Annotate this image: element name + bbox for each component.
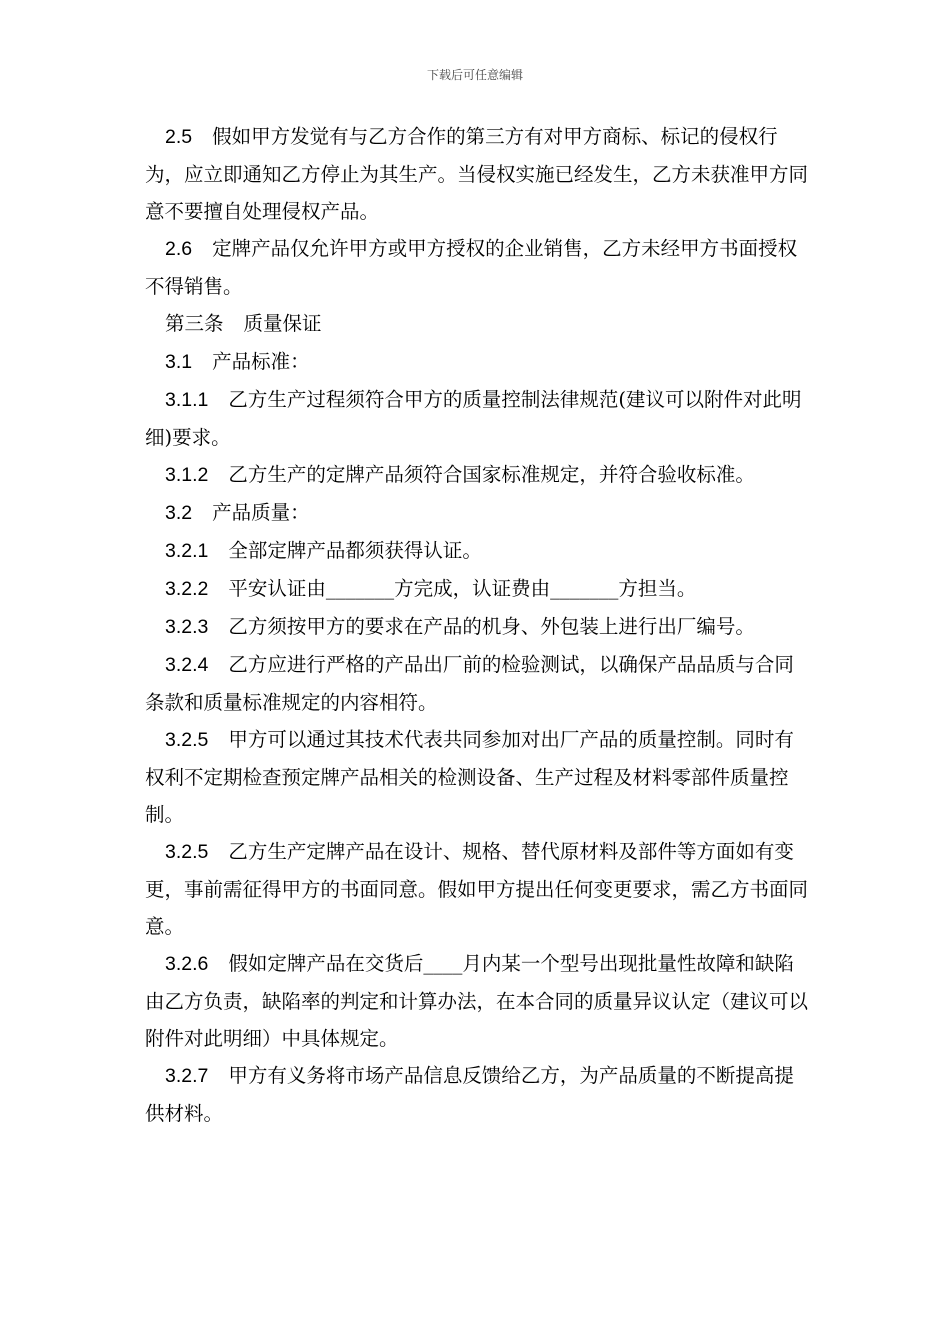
clause-3-2-7 (145, 1057, 810, 1132)
clause-3-1-2 (145, 456, 810, 494)
article-3-heading (145, 305, 810, 343)
page-header: 下载后可任意编辑 (426, 68, 523, 82)
clause-3-2-3 (145, 608, 810, 646)
clause-number: 3.1 (165, 351, 193, 373)
clause-number: 2.6 (165, 238, 193, 260)
clause-number: 3.2.1 (165, 540, 209, 562)
clause-3-2-2 (145, 570, 810, 608)
clause-number: 3.2.4 (165, 654, 209, 676)
clause-number: 2.5 (165, 126, 193, 148)
clause-text: 乙方生产的定牌产品须符合国家标准规定，并符合验收标准。 (228, 463, 755, 486)
clause-3-2-6 (145, 945, 810, 1057)
clause-number: 3.1.1 (165, 389, 209, 411)
document-body (145, 118, 810, 1132)
clause-text: 乙方生产定牌产品在设计、规格、替代原材料及部件等方面如有变更，事前需征得甲方的书面同意。假如甲方提出任何变更要求，需乙方书面同意。 (145, 840, 809, 938)
article-number: 第三条 (165, 313, 224, 335)
clause-text: 乙方生产过程须符合甲方的质量控制法律规范(建议可以附件对此明细)要求。 (145, 388, 802, 449)
clause-text: 假如甲方发觉有与乙方合作的第三方有对甲方商标、标记的侵权行为，应立即通知乙方停止为其生产。当侵权实施已经发生，乙方未获准甲方同意不要擅自处理侵权产品。 (145, 125, 809, 223)
clause-text: 甲方有义务将市场产品信息反馈给乙方，为产品质量的不断提高提供材料。 (145, 1064, 794, 1125)
clause-number: 3.2.3 (165, 616, 209, 638)
clause-3-2-1 (145, 532, 810, 570)
clause-3-1-1 (145, 381, 810, 456)
clause-text: 全部定牌产品都须获得认证。 (228, 539, 482, 562)
clause-3-2 (145, 494, 810, 532)
clause-3-1 (145, 343, 810, 381)
clause-text: 产品质量： (212, 501, 310, 524)
clause-3-2-5-b (145, 833, 810, 945)
clause-text: 甲方可以通过其技术代表共同参加对出厂产品的质量控制。同时有权利不定期检查预定牌产品相关的检测设备、生产过程及材料零部件质量控制。 (145, 728, 794, 826)
clause-text: 产品标准： (212, 350, 310, 373)
clause-number: 3.2.2 (165, 578, 209, 600)
clause-2-5 (145, 118, 810, 230)
clause-3-2-4 (145, 646, 810, 721)
clause-number: 3.2.5 (165, 729, 209, 751)
clause-number: 3.2.5 (165, 841, 209, 863)
clause-number: 3.2.6 (165, 953, 209, 975)
clause-number: 3.2.7 (165, 1065, 209, 1087)
clause-2-6 (145, 230, 810, 305)
clause-number: 3.1.2 (165, 464, 209, 486)
clause-number: 3.2 (165, 502, 193, 524)
clause-text: 定牌产品仅允许甲方或甲方授权的企业销售，乙方未经甲方书面授权不得销售。 (145, 237, 798, 298)
clause-text: 假如定牌产品在交货后____月内某一个型号出现批量性故障和缺陷由乙方负责，缺陷率的判定和计算办法，在本合同的质量异议认定（建议可以附件对此明细）中具体规定。 (145, 952, 809, 1050)
article-title: 质量保证 (243, 312, 322, 335)
clause-text: 乙方须按甲方的要求在产品的机身、外包装上进行出厂编号。 (228, 615, 755, 638)
clause-text: 平安认证由_______方完成，认证费由_______方担当。 (228, 577, 697, 600)
clause-3-2-5-a (145, 721, 810, 833)
clause-text: 乙方应进行严格的产品出厂前的检验测试，以确保产品品质与合同条款和质量标准规定的内容相符。 (145, 653, 794, 714)
